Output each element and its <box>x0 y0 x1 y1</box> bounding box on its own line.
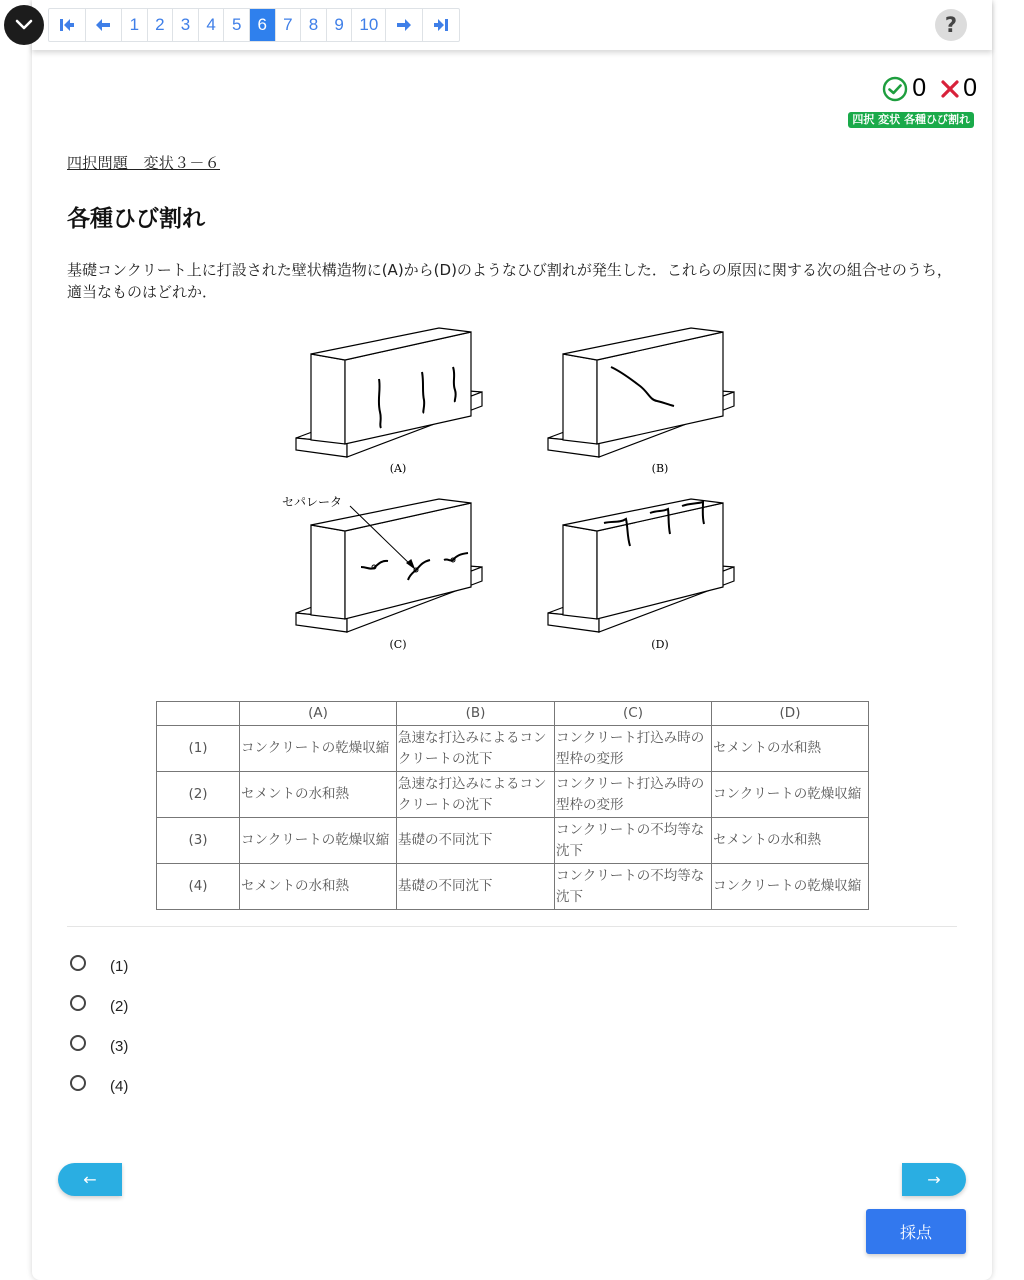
collapse-toggle-button[interactable] <box>4 5 44 45</box>
panel-a-label: (A) <box>389 462 407 475</box>
table-cell: コンクリートの乾燥収縮 <box>712 864 869 910</box>
panel-a-drawing <box>296 328 482 457</box>
next-question-button[interactable] <box>902 1163 966 1196</box>
option-1[interactable] <box>70 946 128 986</box>
page-10[interactable]: 10 <box>352 9 386 41</box>
header-cell: (A) <box>240 702 397 726</box>
option-2[interactable] <box>70 986 128 1026</box>
next-page-button[interactable] <box>386 9 423 41</box>
option-label: (2) <box>110 997 129 1015</box>
pagination <box>48 8 460 42</box>
radio-button[interactable] <box>70 995 86 1011</box>
category-badge: 四択 変状 各種ひび割れ <box>848 112 974 128</box>
option-label: (4) <box>110 1077 129 1095</box>
crack-diagram-figure <box>270 320 750 660</box>
question-category-link[interactable]: 四択問題 変状３－６ <box>67 154 221 172</box>
prev-page-button[interactable] <box>86 9 123 41</box>
table-cell: セメントの水和熱 <box>240 772 397 818</box>
row-label: (4) <box>157 864 240 910</box>
header-cell <box>157 702 240 726</box>
answer-options <box>70 946 128 1106</box>
divider <box>67 926 957 927</box>
page-5[interactable]: 5 <box>224 9 250 41</box>
page-6-active[interactable]: 6 <box>250 9 276 41</box>
first-page-button[interactable] <box>49 9 86 41</box>
page-8[interactable]: 8 <box>301 9 327 41</box>
option-label: (1) <box>110 957 129 975</box>
cross-icon <box>940 79 960 99</box>
radio-button[interactable] <box>70 1075 86 1091</box>
panel-d-drawing <box>548 499 734 632</box>
table-cell: 基礎の不同沈下 <box>397 864 555 910</box>
prev-page-icon <box>95 18 111 32</box>
table-row <box>157 864 869 910</box>
table-cell: 急速な打込みによるコンクリートの沈下 <box>397 726 555 772</box>
first-page-icon <box>59 18 75 32</box>
previous-question-button[interactable] <box>58 1163 122 1196</box>
choices-table <box>156 701 869 910</box>
last-page-icon <box>433 18 449 32</box>
header-cell: (D) <box>712 702 869 726</box>
panel-c-label: (C) <box>389 638 407 651</box>
table-cell: 急速な打込みによるコンクリートの沈下 <box>397 772 555 818</box>
chevron-down-icon <box>14 18 34 32</box>
separator-annotation: セパレータ <box>282 495 343 509</box>
table-cell: コンクリートの乾燥収縮 <box>240 726 397 772</box>
table-cell: コンクリート打込み時の型枠の変形 <box>555 772 712 818</box>
row-label: (1) <box>157 726 240 772</box>
arrow-left-icon: ← <box>83 1170 97 1189</box>
grade-button[interactable]: 採点 <box>866 1209 966 1254</box>
table-header-row <box>157 702 869 726</box>
table-cell: コンクリートの乾燥収縮 <box>712 772 869 818</box>
next-page-icon <box>396 18 412 32</box>
panel-d-label: (D) <box>651 638 669 651</box>
table-cell: セメントの水和熱 <box>712 726 869 772</box>
table-row <box>157 818 869 864</box>
correct-count: 0 <box>912 74 927 102</box>
panel-b-label: (B) <box>651 462 669 475</box>
option-4[interactable] <box>70 1066 128 1106</box>
wrong-count: 0 <box>963 74 977 102</box>
page-7[interactable]: 7 <box>276 9 302 41</box>
option-3[interactable] <box>70 1026 128 1066</box>
page-title: 各種ひび割れ <box>67 206 205 232</box>
row-label: (2) <box>157 772 240 818</box>
panel-b-drawing <box>548 328 734 457</box>
check-circle-icon <box>882 76 908 102</box>
option-label: (3) <box>110 1037 129 1055</box>
question-text: 基礎コンクリート上に打設された壁状構造物に(A)から(D)のようなひび割れが発生した．これらの原因に関する次の組合せのうち，適当なものはどれか． <box>67 261 952 301</box>
table-cell: コンクリート打込み時の型枠の変形 <box>555 726 712 772</box>
page-9[interactable]: 9 <box>327 9 353 41</box>
last-page-button[interactable] <box>423 9 460 41</box>
table-row <box>157 726 869 772</box>
page-3[interactable]: 3 <box>173 9 199 41</box>
radio-button[interactable] <box>70 1035 86 1051</box>
page-1[interactable]: 1 <box>122 9 148 41</box>
table-cell: コンクリートの不均等な沈下 <box>555 864 712 910</box>
header-cell: (B) <box>397 702 555 726</box>
row-label: (3) <box>157 818 240 864</box>
arrow-right-icon: → <box>927 1170 941 1189</box>
header-cell: (C) <box>555 702 712 726</box>
panel-c-drawing <box>296 499 482 632</box>
table-cell: コンクリートの不均等な沈下 <box>555 818 712 864</box>
table-cell: 基礎の不同沈下 <box>397 818 555 864</box>
score-display <box>882 74 977 103</box>
page-4[interactable]: 4 <box>199 9 225 41</box>
table-cell: セメントの水和熱 <box>712 818 869 864</box>
table-cell: コンクリートの乾燥収縮 <box>240 818 397 864</box>
table-row <box>157 772 869 818</box>
radio-button[interactable] <box>70 955 86 971</box>
page-2[interactable]: 2 <box>148 9 174 41</box>
table-cell: セメントの水和熱 <box>240 864 397 910</box>
help-button[interactable]: ? <box>935 9 967 41</box>
